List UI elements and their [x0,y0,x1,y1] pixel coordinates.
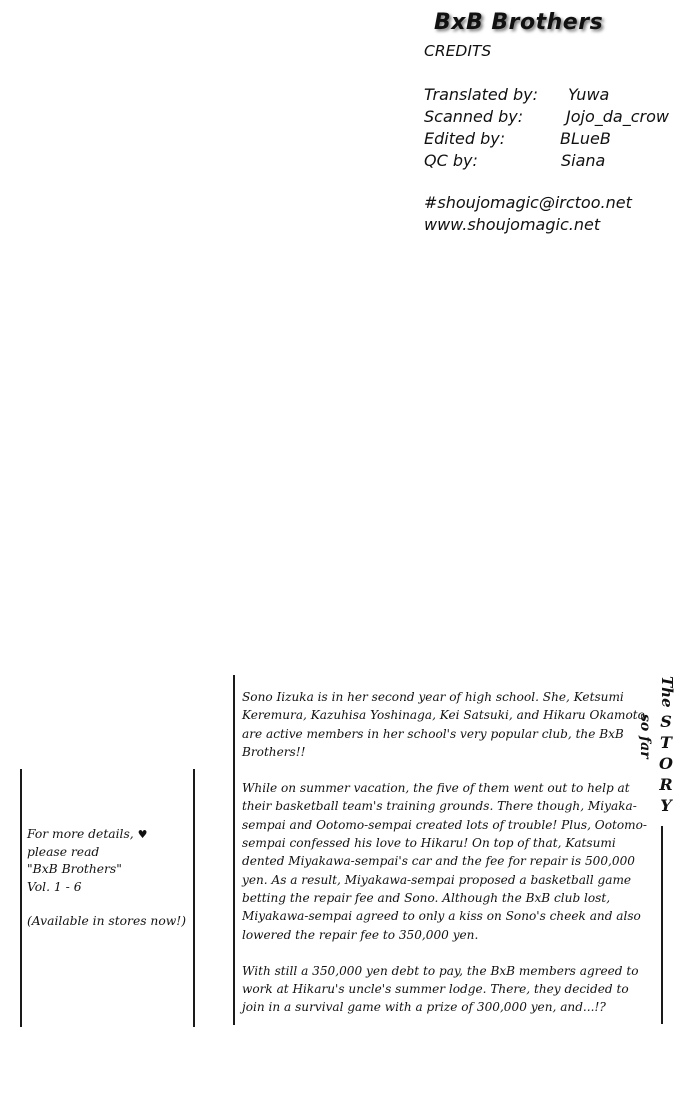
credit-name: Jojo_da_crow [566,107,669,126]
irc-channel: #shoujomagic@irctoo.net [424,193,632,212]
story-label-so-far: so far [637,714,653,759]
credit-name: Siana [561,151,606,170]
note-line: For more details, ♥ [27,827,148,841]
credits-heading: CREDITS [424,42,492,60]
note-line: Vol. 1 - 6 [27,879,82,894]
credit-role: Scanned by: [424,107,524,126]
credit-name: Yuwa [568,85,610,104]
availability-note: (Available in stores now!) [27,914,187,928]
story-label-letter: Y [660,796,672,815]
story-label-the: The [658,676,676,708]
story-label-letter: T [660,733,672,752]
story-label-letter: O [659,754,673,773]
story-paragraph: Sono Iizuka is in her second year of high school. She, Ketsumi Keremura, Kazuhisa Yoshinaga, Kei Satsuki, and Hikaru Okamoto are active members in her school's very popular club, the BxB Brothers!! [242,690,645,759]
note-line: "BxB Brothers" [27,862,122,876]
story-left-rule [233,675,235,1025]
story-right-rule [661,826,663,1024]
website-link[interactable]: www.shoujomagic.net [424,215,601,234]
story-label-letter: R [659,775,673,794]
left-box-left-rule [20,769,22,1027]
story-paragraph: With still a 350,000 yen debt to pay, the BxB members agreed to work at Hikaru's uncle's summer lodge. There, they decided to join in a survival game with a prize of 300,000 yen, and...!? [242,963,639,1015]
credit-name: BLueB [560,129,611,148]
credit-role: Translated by: [424,85,539,104]
credit-role: QC by: [424,151,478,170]
page-title: BxB Brothers [434,10,604,35]
story-paragraph: While on summer vacation, the five of them went out to help at their basketball team's training grounds. There though, Miyaka-sempai and Ootomo-sempai created lots of trouble! Plus, Ootomo-sempai confessed his love to Hikaru! On top of that, Katsumi dented Miyakawa-sempai's car and the fee for repair is 500,000 yen. As a result, Miyakawa-sempai proposed a basketball game betting the repair fee and Sono. Although the BxB club lost, Miyakawa-sempai agreed to only a kiss on Sono's cheek and also lowered the repair fee to 350,000 yen. [242,781,647,942]
more-details-note [27,826,195,931]
note-line: please read [27,844,100,859]
story-label-letter: S [660,712,672,731]
story-summary [242,688,650,1035]
heart-icon: ♥ [137,828,148,841]
credit-role: Edited by: [424,129,506,148]
